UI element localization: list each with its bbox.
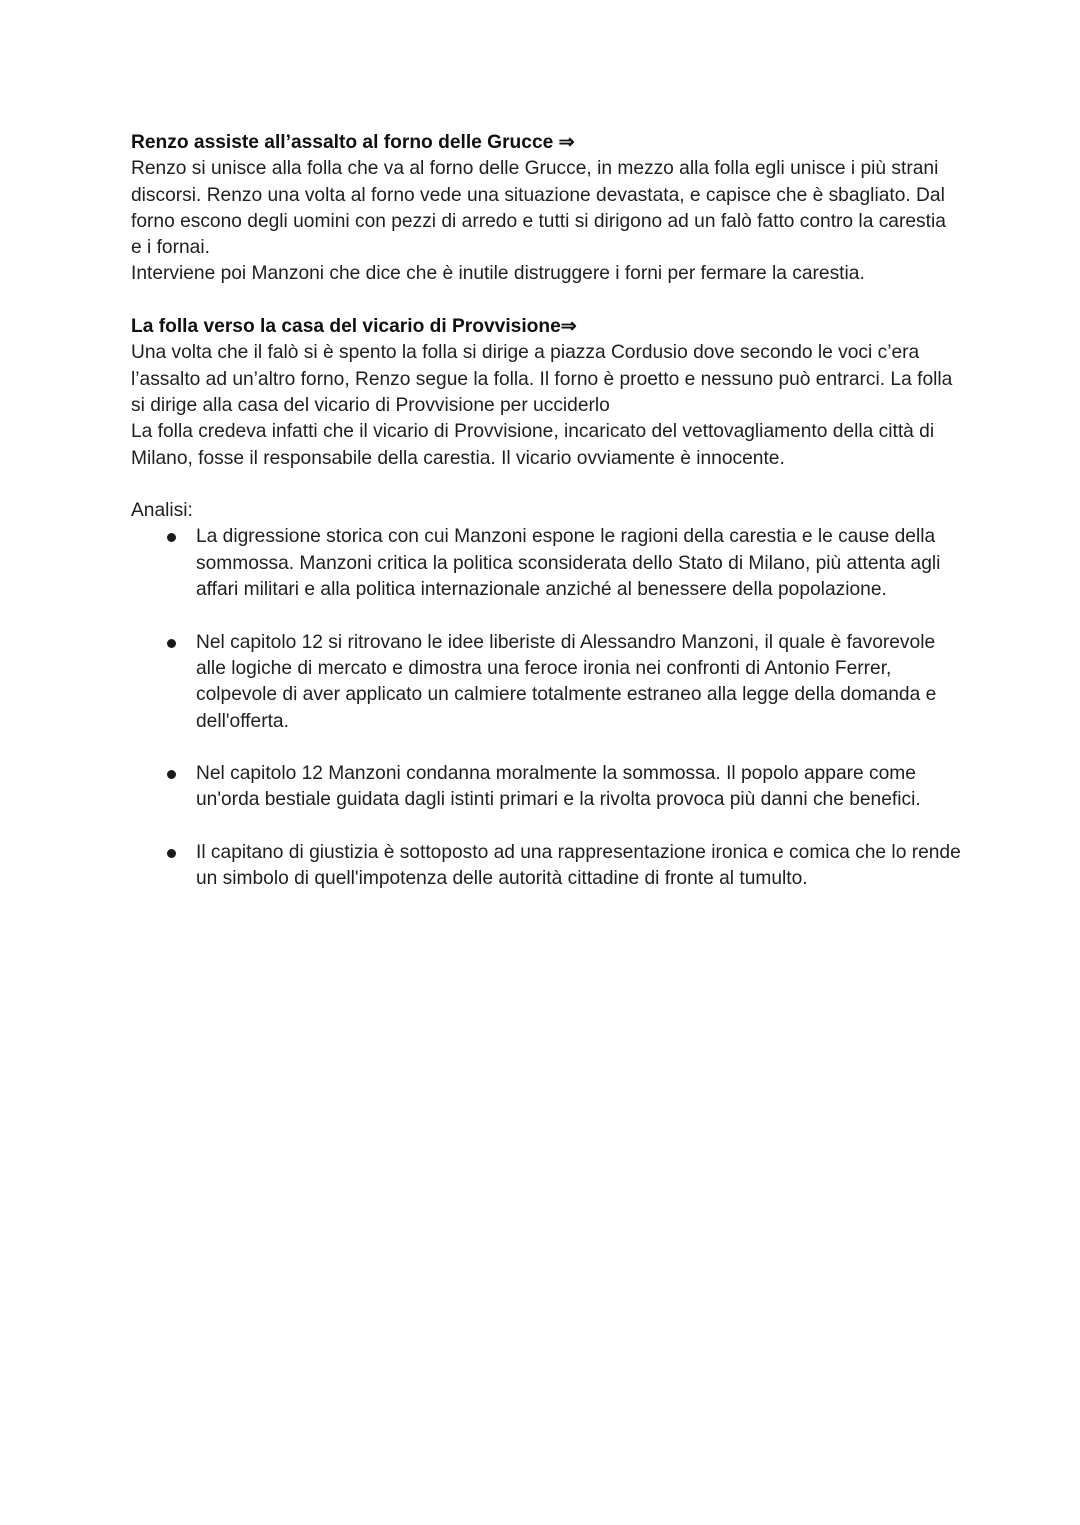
section-heading: Renzo assiste all’assalto al forno delle Grucce ⇒: [131, 132, 575, 153]
list-item-text: Nel capitolo 12 Manzoni condanna moralmente la sommossa. Il popolo appare come un'orda bestiale guidata dagli istinti primari e la rivolta provoca più danni che benefici.: [196, 763, 921, 811]
section-heading: La folla verso la casa del vicario di Provvisione⇒: [131, 316, 577, 338]
analysis-label: Analisi:: [131, 500, 193, 522]
section-paragraph: Renzo si unisce alla folla che va al forno delle Grucce, in mezzo alla folla egli unisce i più strani discorsi. Renzo una volta al forno vede una situazione devastata, e capisce che è sbagliato. Dal forno escono degli uomini con pezzi di arredo e tutti si dirigono ad un falò fatto contro la carestia e i fornai.: [131, 158, 946, 259]
analysis-section: [131, 498, 961, 892]
bullet-icon: [167, 639, 176, 648]
list-item-text: Il capitano di giustizia è sottoposto ad una rappresentazione ironica e comica che lo rende un simbolo di quell'impotenza delle autorità cittadine di fronte al tumulto.: [196, 842, 961, 890]
section-casa-vicario: [131, 314, 961, 472]
document-page: [131, 130, 961, 919]
bullet-icon: [167, 770, 176, 779]
bullet-icon: [167, 533, 176, 542]
list-item: [131, 524, 961, 603]
section-assalto-forno: [131, 130, 961, 288]
list-item: [131, 630, 961, 735]
list-item: [131, 840, 961, 893]
section-paragraph: Una volta che il falò si è spento la folla si dirige a piazza Cordusio dove secondo le voci c’era l’assalto ad un’altro forno, Renzo segue la folla. Il forno è proetto e nessuno può entrarci. La folla si dirige alla casa del vicario di Provvisione per ucciderlo: [131, 342, 953, 416]
list-item-text: La digressione storica con cui Manzoni espone le ragioni della carestia e le cause della sommossa. Manzoni critica la politica sconsiderata dello Stato di Milano, più attenta agli affari militari e alla politica internazionale anziché al benessere della popolazione.: [196, 526, 941, 601]
analysis-list: [131, 524, 961, 892]
section-paragraph: La folla credeva infatti che il vicario di Provvisione, incaricato del vettovagliamento della città di Milano, fosse il responsabile della carestia. Il vicario ovviamente è innocente.: [131, 421, 935, 469]
list-item: [131, 761, 961, 814]
list-item-text: Nel capitolo 12 si ritrovano le idee liberiste di Alessandro Manzoni, il quale è favorevole alle logiche di mercato e dimostra una feroce ironia nei confronti di Antonio Ferrer, colpevole di aver applicato un calmiere totalmente estraneo alla legge della domanda e dell'offerta.: [196, 631, 937, 732]
section-paragraph: Interviene poi Manzoni che dice che è inutile distruggere i forni per fermare la carestia.: [131, 263, 865, 285]
bullet-icon: [167, 849, 176, 858]
